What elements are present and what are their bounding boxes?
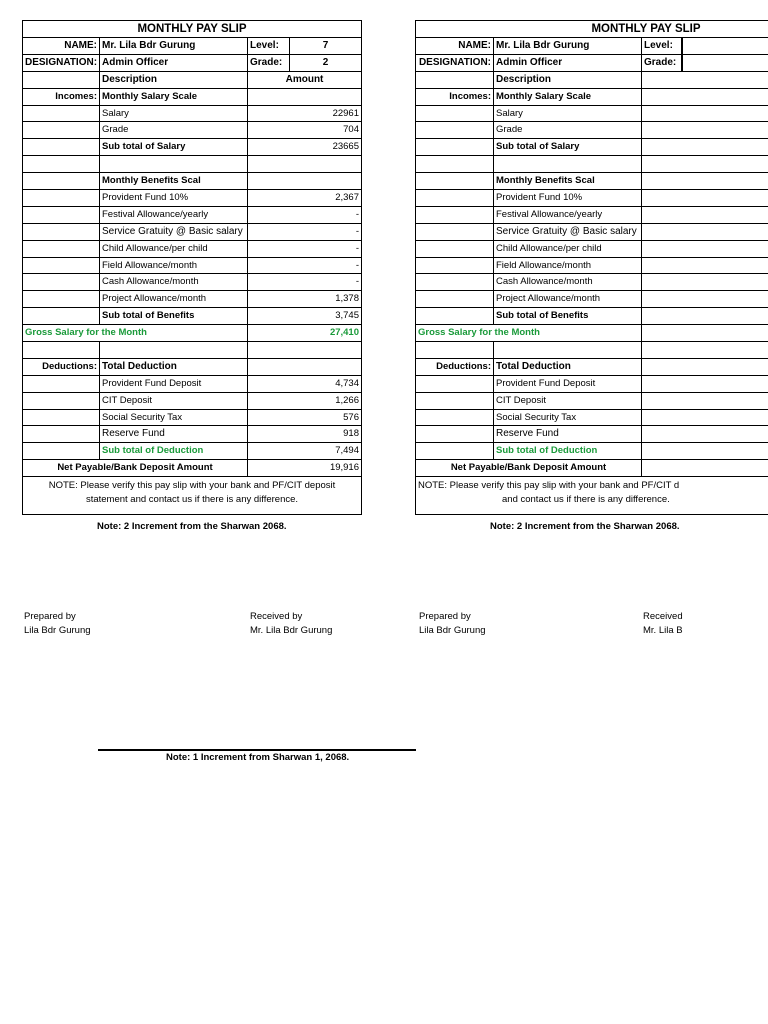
benefit-amount: - <box>355 276 359 288</box>
grade-value: 2 <box>322 56 329 68</box>
deduction-amount: 4,734 <box>335 377 359 389</box>
benefit-row <box>23 274 361 291</box>
deduction-amount: 918 <box>343 428 359 440</box>
grade-row-label: Grade <box>494 122 642 138</box>
gross-row <box>23 325 361 342</box>
subtotal-deduction-label: Sub total of Deduction <box>494 443 642 459</box>
deduction-row <box>416 426 768 443</box>
subtotal-benefits-row <box>416 308 768 325</box>
grade-amount-row <box>416 122 768 139</box>
salary-label: Salary <box>100 106 248 122</box>
subtotal-deduction-row <box>416 443 768 460</box>
benefit-label: Child Allowance/per child <box>100 241 248 257</box>
benefit-row <box>416 241 768 258</box>
description-header: Description <box>494 72 642 88</box>
employee-name: Mr. Lila Bdr Gurung <box>100 38 248 54</box>
deduction-row <box>416 410 768 427</box>
benefit-label: Field Allowance/month <box>494 258 642 274</box>
incomes-label: Incomes: <box>23 89 100 105</box>
subtotal-benefits-label: Sub total of Benefits <box>100 308 248 324</box>
deduction-row <box>416 376 768 393</box>
net-label: Net Payable/Bank Deposit Amount <box>416 460 642 476</box>
name-label: NAME: <box>416 38 494 54</box>
level-label: Level: <box>642 38 682 54</box>
benefit-label: Provident Fund 10% <box>494 190 642 206</box>
name-row <box>23 38 361 55</box>
verification-note: NOTE: Please verify this pay slip with your bank and PF/CIT deposit statement and contact us if there is any difference. <box>48 480 336 506</box>
net-row <box>23 460 361 477</box>
subtotal-benefits-amount: 3,745 <box>335 310 359 322</box>
slip-title-row <box>23 21 361 38</box>
prepared-by-name-right: Lila Bdr Gurung <box>419 625 486 636</box>
deduction-label: Social Security Tax <box>100 410 248 426</box>
bottom-increment-note: Note: 1 Increment from Sharwan 1, 2068. <box>166 752 350 763</box>
incomes-row <box>416 89 768 106</box>
benefit-label: Field Allowance/month <box>100 258 248 274</box>
pay-slip-left <box>22 20 362 515</box>
benefit-row <box>416 190 768 207</box>
benefit-label: Provident Fund 10% <box>100 190 248 206</box>
grade-label: Grade: <box>248 55 290 71</box>
description-header: Description <box>100 72 248 88</box>
grade-label: Grade: <box>642 55 682 71</box>
net-label: Net Payable/Bank Deposit Amount <box>23 460 248 476</box>
benefit-row <box>416 274 768 291</box>
benefit-label: Service Gratuity @ Basic salary <box>100 224 248 240</box>
designation-value: Admin Officer <box>100 55 248 71</box>
salary-amount: 22961 <box>332 107 359 119</box>
grade-amount-row <box>23 122 361 139</box>
deductions-label: Deductions: <box>416 359 494 375</box>
benefit-label: Cash Allowance/month <box>494 274 642 290</box>
deductions-label: Deductions: <box>23 359 100 375</box>
received-by-label-right: Received <box>643 611 683 622</box>
benefit-row <box>23 207 361 224</box>
benefit-label: Festival Allowance/yearly <box>494 207 642 223</box>
deduction-row <box>23 410 361 427</box>
gross-amount: 27,410 <box>329 327 359 339</box>
net-amount: 19,916 <box>329 462 359 474</box>
gross-label: Gross Salary for the Month <box>23 325 248 341</box>
benefit-label: Project Allowance/month <box>100 291 248 307</box>
benefits-header: Monthly Benefits Scal <box>100 173 248 189</box>
benefit-amount: - <box>355 225 359 237</box>
incomes-label: Incomes: <box>416 89 494 105</box>
deduction-label: Social Security Tax <box>494 410 642 426</box>
slip-title: MONTHLY PAY SLIP <box>591 23 701 35</box>
benefit-amount: 2,367 <box>335 192 359 204</box>
subtotal-salary-amount: 23665 <box>332 141 359 153</box>
employee-name: Mr. Lila Bdr Gurung <box>494 38 642 54</box>
benefits-header-row <box>416 173 768 190</box>
deduction-row <box>416 393 768 410</box>
benefit-amount: 1,378 <box>335 293 359 305</box>
subtotal-benefits-label: Sub total of Benefits <box>494 308 642 324</box>
note-row <box>416 477 768 514</box>
blank-row <box>23 342 361 359</box>
deduction-label: CIT Deposit <box>100 393 248 409</box>
received-by-label-left: Received by <box>250 611 303 622</box>
designation-label: DESIGNATION: <box>23 55 100 71</box>
benefit-row <box>23 224 361 241</box>
deduction-row <box>23 426 361 443</box>
benefits-header-row <box>23 173 361 190</box>
benefit-label: Festival Allowance/yearly <box>100 207 248 223</box>
deduction-label: Provident Fund Deposit <box>494 376 642 392</box>
pay-slip-right <box>415 20 768 515</box>
designation-row <box>23 55 361 72</box>
deduction-row <box>23 376 361 393</box>
amount-header: Amount <box>285 73 324 85</box>
grade-row-label: Grade <box>100 122 248 138</box>
designation-row <box>416 55 768 72</box>
deductions-header-row <box>416 359 768 376</box>
benefit-label: Project Allowance/month <box>494 291 642 307</box>
slip-title-row <box>416 21 768 38</box>
monthly-salary-scale: Monthly Salary Scale <box>494 89 642 105</box>
benefit-label: Child Allowance/per child <box>494 241 642 257</box>
subtotal-salary-row <box>416 139 768 156</box>
benefit-amount: - <box>355 208 359 220</box>
prepared-by-label-right: Prepared by <box>419 611 471 622</box>
benefit-label: Cash Allowance/month <box>100 274 248 290</box>
deduction-label: Reserve Fund <box>494 426 642 442</box>
header-row <box>416 72 768 89</box>
subtotal-salary-label: Sub total of Salary <box>494 139 642 155</box>
increment-note-right: Note: 2 Increment from the Sharwan 2068. <box>490 521 680 532</box>
blank-row <box>416 342 768 359</box>
received-by-name-right: Mr. Lila B <box>643 625 683 636</box>
level-label: Level: <box>248 38 290 54</box>
gross-label: Gross Salary for the Month <box>416 325 642 341</box>
name-label: NAME: <box>23 38 100 54</box>
benefit-amount: - <box>355 242 359 254</box>
subtotal-salary-label: Sub total of Salary <box>100 139 248 155</box>
deduction-label: Provident Fund Deposit <box>100 376 248 392</box>
benefit-row <box>23 291 361 308</box>
total-deduction-header: Total Deduction <box>100 359 248 375</box>
blank-row <box>416 156 768 173</box>
benefits-header: Monthly Benefits Scal <box>494 173 642 189</box>
salary-row <box>416 106 768 123</box>
incomes-row <box>23 89 361 106</box>
designation-value: Admin Officer <box>494 55 642 71</box>
signature-line <box>98 749 416 751</box>
benefit-row <box>416 207 768 224</box>
designation-label: DESIGNATION: <box>416 55 494 71</box>
benefit-amount: - <box>355 259 359 271</box>
benefit-row <box>23 241 361 258</box>
increment-note-left: Note: 2 Increment from the Sharwan 2068. <box>97 521 287 532</box>
verification-note-line2: and contact us if there is any difference. <box>502 494 670 506</box>
subtotal-benefits-row <box>23 308 361 325</box>
subtotal-deduction-amount: 7,494 <box>335 445 359 457</box>
deductions-header-row <box>23 359 361 376</box>
deduction-label: CIT Deposit <box>494 393 642 409</box>
total-deduction-header: Total Deduction <box>494 359 642 375</box>
salary-label: Salary <box>494 106 642 122</box>
gross-row <box>416 325 768 342</box>
deduction-amount: 1,266 <box>335 394 359 406</box>
deduction-label: Reserve Fund <box>100 426 248 442</box>
benefit-row <box>23 190 361 207</box>
grade-amount: 704 <box>343 124 359 136</box>
prepared-by-name-left: Lila Bdr Gurung <box>24 625 91 636</box>
prepared-by-label-left: Prepared by <box>24 611 76 622</box>
benefit-row <box>416 258 768 275</box>
level-value: 7 <box>322 40 329 51</box>
name-row <box>416 38 768 55</box>
benefit-row <box>23 258 361 275</box>
subtotal-deduction-row <box>23 443 361 460</box>
received-by-name-left: Mr. Lila Bdr Gurung <box>250 625 333 636</box>
deduction-row <box>23 393 361 410</box>
header-row <box>23 72 361 89</box>
benefit-row <box>416 291 768 308</box>
slip-title: MONTHLY PAY SLIP <box>137 23 247 35</box>
benefit-row <box>416 224 768 241</box>
subtotal-salary-row <box>23 139 361 156</box>
net-row <box>416 460 768 477</box>
blank-row <box>23 156 361 173</box>
note-row <box>23 477 361 514</box>
verification-note-line1: NOTE: Please verify this pay slip with your bank and PF/CIT d <box>418 480 680 492</box>
salary-row <box>23 106 361 123</box>
subtotal-deduction-label: Sub total of Deduction <box>100 443 248 459</box>
deduction-amount: 576 <box>343 411 359 423</box>
benefit-label: Service Gratuity @ Basic salary <box>494 224 642 240</box>
monthly-salary-scale: Monthly Salary Scale <box>100 89 248 105</box>
